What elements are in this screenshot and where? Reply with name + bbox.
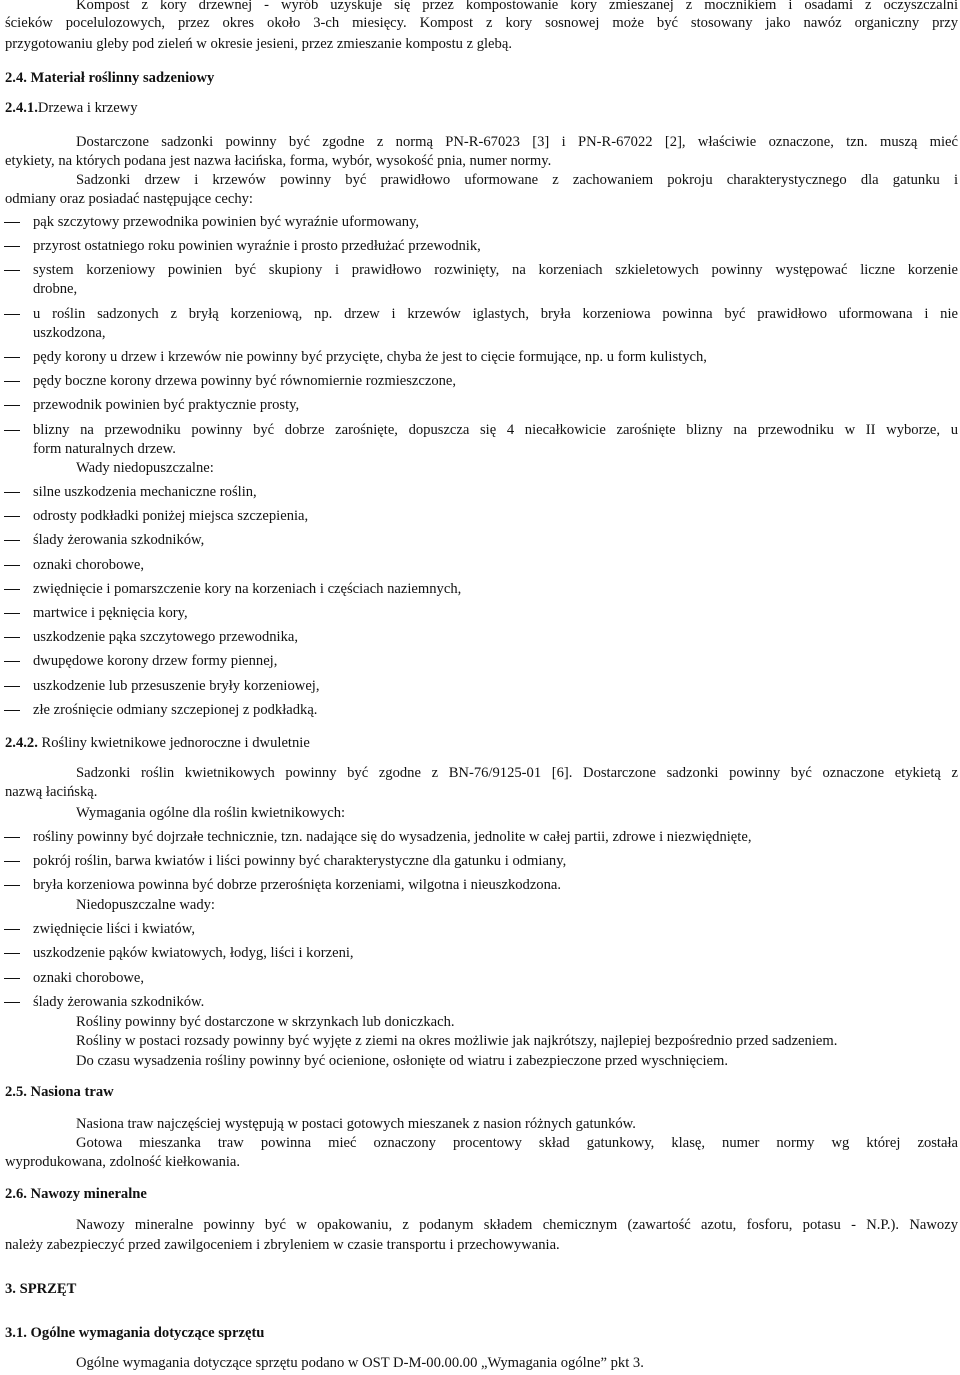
- paragraph-line: Nasiona traw najczęściej występują w postaci gotowych mieszanek z nasion różnych gatunków.: [76, 1116, 636, 1132]
- list-item-continuation: form naturalnych drzew.: [33, 441, 176, 457]
- paragraph-line: Do czasu wysadzenia rośliny powinny być ocienione, osłonięte od wiatru i zabezpieczone przed wyschnięciem.: [76, 1053, 729, 1069]
- dash-bullet: [4, 405, 20, 406]
- list-item: rośliny powinny być dojrzałe technicznie, tzn. nadające się do wysadzenia, jednolite w całej partii, zdrowe i niezwiędnięte,: [33, 829, 752, 845]
- dash-bullet: [4, 565, 20, 566]
- list-item: zwiędnięcie i pomarszczenie kory na korzeniach i częściach naziemnych,: [33, 581, 462, 597]
- section-number: 2.6.: [5, 1186, 27, 1202]
- dash-bullet: [4, 637, 20, 638]
- section-2-4-1-heading: [5, 99, 138, 118]
- list-item: pokrój roślin, barwa kwiatów i liści powinny być charakterystyczne dla gatunku i odmiany,: [33, 853, 567, 869]
- dash-bullet: [4, 953, 20, 954]
- section-2-4-2-heading: [5, 734, 310, 753]
- dash-bullet: [4, 314, 20, 315]
- list-item: dwupędowe korony drzew formy piennej,: [33, 653, 278, 669]
- section-number: 3.1.: [5, 1325, 27, 1341]
- dash-bullet: [4, 381, 20, 382]
- dash-bullet: [4, 246, 20, 247]
- intro-line-2: ścieków pocelulozowych, przez okres około 3-ch miesięcy. Kompost z kory sosnowej może być stosowany jako nawóz organiczny przy: [5, 15, 958, 31]
- list-item: ślady żerowania szkodników.: [33, 994, 205, 1010]
- dash-bullet: [4, 613, 20, 614]
- dash-bullet: [4, 861, 20, 862]
- dash-bullet: [4, 492, 20, 493]
- dash-bullet: [4, 589, 20, 590]
- paragraph-line: nazwą łacińską.: [5, 784, 98, 800]
- dash-bullet: [4, 1002, 20, 1003]
- list-item: odrosty podkładki poniżej miejsca szczepienia,: [33, 508, 309, 524]
- section-number: 2.4.1.: [5, 100, 38, 116]
- dash-bullet: [4, 430, 20, 431]
- intro-line-1: Kompost z kory drzewnej - wyrób uzyskuje się przez kompostowanie kory zmieszanej z mocznikiem i osadami z oczyszczalni: [76, 0, 958, 13]
- paragraph-line: wyprodukowana, zdolność kiełkowania.: [5, 1154, 241, 1170]
- section-title: Nasiona traw: [30, 1084, 114, 1100]
- list-item: uszkodzenie pąka szczytowego przewodnika,: [33, 629, 299, 645]
- requirements-heading: Wymagania ogólne dla roślin kwietnikowych:: [76, 805, 346, 821]
- list-item: ślady żerowania szkodników,: [33, 532, 205, 548]
- paragraph-line: etykiety, na których podana jest nazwa łacińska, forma, wybór, wysokość pnia, numer normy.: [5, 153, 552, 169]
- list-item: bryła korzeniowa powinna być dobrze przerośnięta korzeniami, wilgotna i nieuszkodzona.: [33, 877, 562, 893]
- section-title: Drzewa i krzewy: [37, 100, 138, 116]
- section-number: 2.5.: [5, 1084, 27, 1100]
- dash-bullet: [4, 661, 20, 662]
- list-item: złe zrośnięcie odmiany szczepionej z podkładką.: [33, 702, 318, 718]
- list-item: silne uszkodzenia mechaniczne roślin,: [33, 484, 257, 500]
- paragraph-line: Nawozy mineralne powinny być w opakowaniu, z podanym składem chemicznym (zawartość azotu, fosforu, potasu - N.P.). Nawozy: [76, 1217, 958, 1233]
- defects-heading: Wady niedopuszczalne:: [76, 460, 214, 476]
- dash-bullet: [4, 540, 20, 541]
- section-title: Ogólne wymagania dotyczące sprzętu: [30, 1325, 265, 1341]
- section-number: 2.4.2.: [5, 735, 38, 751]
- list-item-continuation: drobne,: [33, 281, 78, 297]
- section-title: Materiał roślinny sadzeniowy: [30, 70, 215, 86]
- list-item: uszkodzenie pąków kwiatowych, łodyg, liści i korzeni,: [33, 945, 354, 961]
- dash-bullet: [4, 885, 20, 886]
- paragraph-line: należy zabezpieczyć przed zawilgoceniem i zbryleniem w czasie transportu i przechowywania.: [5, 1237, 560, 1253]
- section-title: SPRZĘT: [19, 1281, 77, 1297]
- list-item: oznaki chorobowe,: [33, 970, 145, 986]
- section-3-heading: [5, 1280, 76, 1299]
- intro-line-3: przygotowaniu gleby pod zieleń w okresie jesieni, przez zmieszanie kompostu z glebą.: [5, 36, 512, 52]
- paragraph-line: odmiany oraz posiadać następujące cechy:: [5, 191, 253, 207]
- list-item: u roślin sadzonych z bryłą korzeniową, np. drzew i krzewów iglastych, bryła korzeniowa powinna być prawidłowo uformowana i nie: [33, 306, 958, 322]
- section-3-1-heading: [5, 1324, 264, 1343]
- dash-bullet: [4, 516, 20, 517]
- dash-bullet: [4, 357, 20, 358]
- section-2-5-heading: [5, 1083, 114, 1102]
- dash-bullet: [4, 929, 20, 930]
- list-item: system korzeniowy powinien być skupiony i prawidłowo rozwinięty, na korzeniach szkieletowych powinny występować liczne korzenie: [33, 262, 958, 278]
- paragraph-line: Rośliny powinny być dostarczone w skrzynkach lub doniczkach.: [76, 1014, 455, 1030]
- list-item: uszkodzenie lub przesuszenie bryły korzeniowej,: [33, 678, 320, 694]
- list-item: martwice i pęknięcia kory,: [33, 605, 188, 621]
- list-item: przyrost ostatniego roku powinien wyraźnie i prosto przedłużać przewodnik,: [33, 238, 481, 254]
- paragraph-line: Gotowa mieszanka traw powinna mieć oznaczony procentowy skład gatunkowy, klasę, numer normy wg której została: [76, 1135, 958, 1151]
- dash-bullet: [4, 978, 20, 979]
- list-item: oznaki chorobowe,: [33, 557, 145, 573]
- list-item: zwiędnięcie liści i kwiatów,: [33, 921, 195, 937]
- list-item: pędy korony u drzew i krzewów nie powinny być przycięte, chyba że jest to cięcie formujące, np. u form kulistych,: [33, 349, 707, 365]
- dash-bullet: [4, 710, 20, 711]
- paragraph-line: Sadzonki roślin kwietnikowych powinny być zgodne z BN-76/9125-01 [6]. Dostarczone sadzonki powinny być oznaczone etykietą z: [76, 765, 958, 781]
- paragraph-line: Dostarczone sadzonki powinny być zgodne z normą PN-R-67023 [3] i PN-R-67022 [2], właściwie oznaczone, tzn. muszą mieć: [76, 134, 958, 150]
- paragraph-line: Sadzonki drzew i krzewów powinny być prawidłowo uformowane z zachowaniem pokroju charakterystycznego dla gatunku i: [76, 172, 958, 188]
- section-2-4-heading: [5, 69, 214, 88]
- list-item: przewodnik powinien być praktycznie prosty,: [33, 397, 300, 413]
- bad-heading: Niedopuszczalne wady:: [76, 897, 215, 913]
- dash-bullet: [4, 270, 20, 271]
- dash-bullet: [4, 837, 20, 838]
- paragraph-line: Rośliny w postaci rozsady powinny być wyjęte z ziemi na okres możliwie jak najkrótszy, najlepiej bezpośrednio przed sadzeniem.: [76, 1033, 838, 1049]
- section-number: 2.4.: [5, 70, 27, 86]
- section-number: 3.: [5, 1281, 16, 1297]
- section-title: Rośliny kwietnikowe jednoroczne i dwuletnie: [41, 735, 310, 751]
- list-item: blizny na przewodniku powinny być dobrze zarośnięte, dopuszcza się 4 niecałkowicie zarośnięte blizny na przewodniku w II wyborze, u: [33, 422, 958, 438]
- section-title: Nawozy mineralne: [30, 1186, 147, 1202]
- list-item: pąk szczytowy przewodnika powinien być wyraźnie uformowany,: [33, 214, 420, 230]
- dash-bullet: [4, 222, 20, 223]
- paragraph-line: Ogólne wymagania dotyczące sprzętu podano w OST D-M-00.00.00 „Wymagania ogólne” pkt 3.: [76, 1355, 644, 1371]
- list-item-continuation: uszkodzona,: [33, 325, 106, 341]
- section-2-6-heading: [5, 1185, 147, 1204]
- list-item: pędy boczne korony drzewa powinny być równomiernie rozmieszczone,: [33, 373, 457, 389]
- dash-bullet: [4, 686, 20, 687]
